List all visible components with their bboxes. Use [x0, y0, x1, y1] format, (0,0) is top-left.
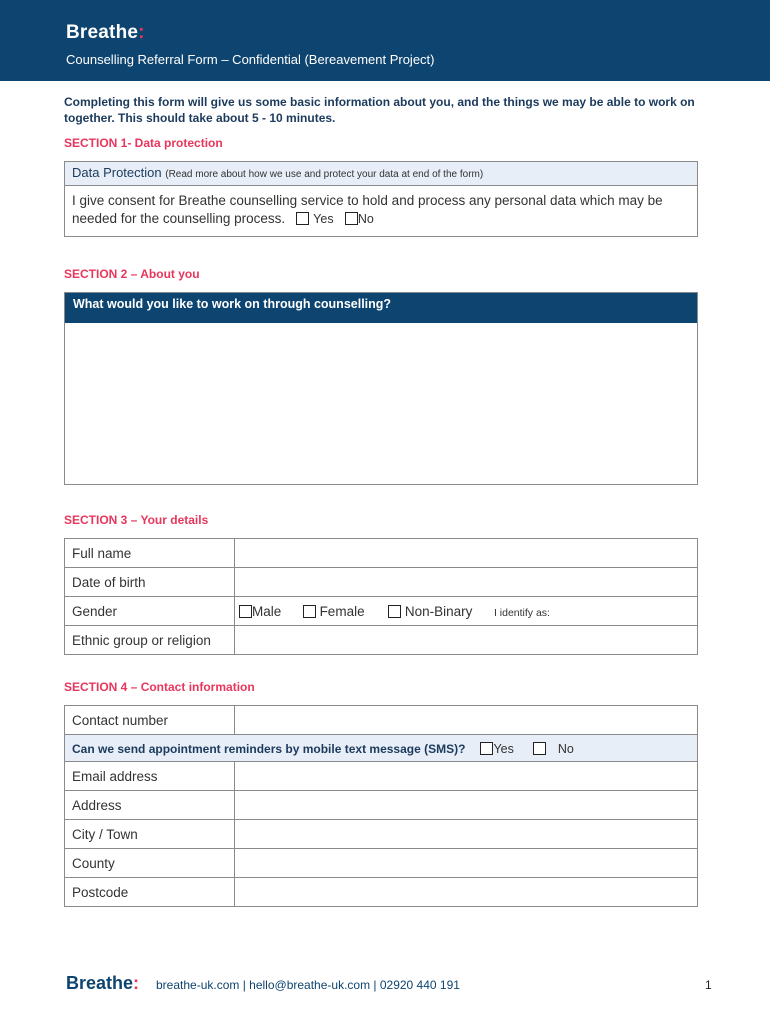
counselling-goals-question: What would you like to work on through counselling?: [65, 293, 697, 323]
city-label: City / Town: [65, 820, 235, 849]
ethnic-field[interactable]: [235, 626, 698, 655]
data-protection-box: [64, 161, 698, 237]
counselling-goals-box: [64, 292, 698, 485]
gender-female-checkbox[interactable]: [303, 605, 316, 618]
data-protection-note: (Read more about how we use and protect your data at end of the form): [165, 169, 484, 180]
contact-number-label: Contact number: [65, 706, 235, 735]
gender-options: [235, 597, 698, 626]
table-row: [65, 626, 698, 655]
gender-identify-label: I identify as:: [493, 606, 550, 619]
contact-info-table: [64, 705, 698, 907]
consent-yes-label: Yes: [313, 212, 334, 226]
gender-label: Gender: [65, 597, 235, 626]
data-protection-label: Data Protection: [72, 165, 162, 180]
brand-logo: [66, 22, 145, 44]
sms-yes-label: Yes: [493, 741, 514, 756]
table-row: [65, 735, 698, 762]
consent-yes-checkbox[interactable]: [296, 212, 309, 225]
brand-colon: :: [138, 22, 145, 43]
gender-male-checkbox[interactable]: [239, 605, 252, 618]
email-label: Email address: [65, 762, 235, 791]
section-3-heading: SECTION 3 – Your details: [64, 513, 209, 527]
contact-number-field[interactable]: [235, 706, 698, 735]
table-row: [65, 820, 698, 849]
counselling-goals-field[interactable]: [65, 323, 697, 484]
form-subtitle: Counselling Referral Form – Confidential (Bereavement Project): [66, 52, 435, 67]
gender-nonbinary-checkbox[interactable]: [388, 605, 401, 618]
dob-field[interactable]: [235, 568, 698, 597]
consent-text: I give consent for Breathe counselling service to hold and process any personal data which may be needed for the counselling process.: [72, 193, 663, 226]
footer-brand-name: Breathe: [66, 973, 134, 993]
gender-female-label: Female: [319, 603, 365, 619]
table-row: [65, 849, 698, 878]
table-row: [65, 597, 698, 626]
page-number: 1: [705, 978, 712, 992]
table-row: [65, 568, 698, 597]
sms-no-checkbox[interactable]: [533, 742, 546, 755]
section-1-heading: SECTION 1- Data protection: [64, 136, 223, 150]
full-name-field[interactable]: [235, 539, 698, 568]
sms-no-label: No: [557, 741, 574, 756]
consent-no-checkbox[interactable]: [345, 212, 358, 225]
sms-yes-checkbox[interactable]: [480, 742, 493, 755]
consent-statement: [65, 186, 697, 234]
gender-nonbinary-label: Non-Binary: [404, 603, 473, 619]
table-row: [65, 791, 698, 820]
full-name-label: Full name: [65, 539, 235, 568]
intro-text: Completing this form will give us some basic information about you, and the things we may be able to work on together. This should take about 5 - 10 minutes.: [64, 95, 695, 125]
table-row: [65, 706, 698, 735]
consent-no-label: No: [357, 212, 374, 226]
section-2-heading: SECTION 2 – About you: [64, 267, 200, 281]
data-protection-title: [65, 162, 697, 186]
table-row: [65, 539, 698, 568]
page-header: [0, 0, 770, 81]
address-field[interactable]: [235, 791, 698, 820]
postcode-label: Postcode: [65, 878, 235, 907]
dob-label: Date of birth: [65, 568, 235, 597]
email-field[interactable]: [235, 762, 698, 791]
table-row: [65, 762, 698, 791]
sms-question: Can we send appointment reminders by mobile text message (SMS)?: [72, 741, 466, 756]
county-label: County: [65, 849, 235, 878]
footer-contact: breathe-uk.com | hello@breathe-uk.com | 02920 440 191: [156, 978, 460, 992]
sms-question-row: [65, 735, 698, 762]
gender-male-label: Male: [252, 603, 282, 619]
ethnic-label: Ethnic group or religion: [65, 626, 235, 655]
footer-logo: [66, 973, 139, 994]
footer-brand-colon: :: [133, 973, 140, 993]
county-field[interactable]: [235, 849, 698, 878]
section-4-heading: SECTION 4 – Contact information: [64, 680, 255, 694]
your-details-table: [64, 538, 698, 655]
postcode-field[interactable]: [235, 878, 698, 907]
brand-name: Breathe: [66, 22, 139, 43]
address-label: Address: [65, 791, 235, 820]
city-field[interactable]: [235, 820, 698, 849]
table-row: [65, 878, 698, 907]
